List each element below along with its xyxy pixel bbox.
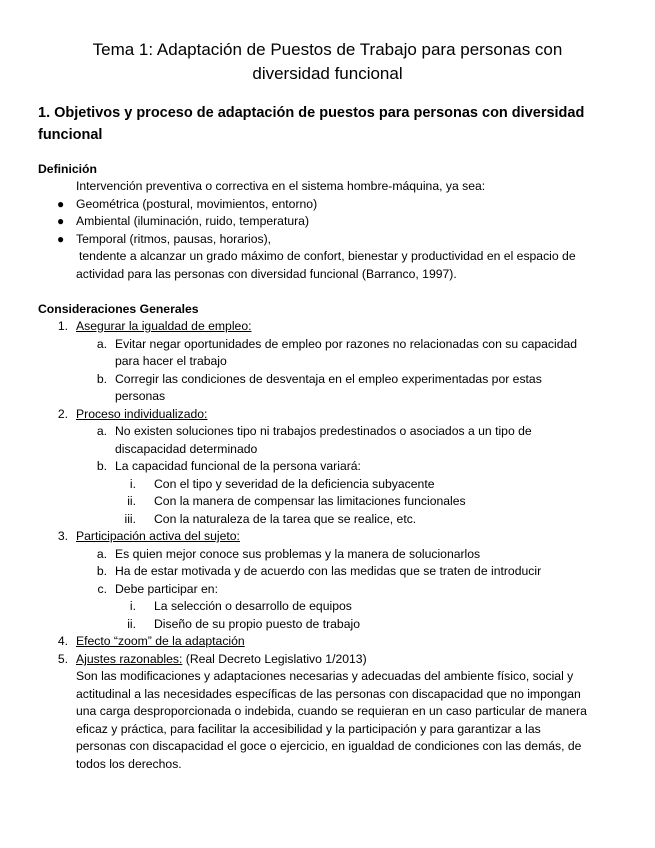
list-letter: a. [96,547,107,561]
item-2-b-ii: Con la manera de compensar las limitaciones funcionales [154,494,466,508]
bullet-dot-icon: ● [57,214,65,228]
definicion-intro: Intervención preventiva o correctiva en el sistema hombre-máquina, ya sea: [76,179,486,193]
item-2-b-line-1: La capacidad funcional de la persona variará: [115,459,361,473]
list-roman: ii. [127,617,136,631]
list-letter: b. [96,459,107,473]
section-heading-line-1: 1. Objetivos y proceso de adaptación de puestos para personas con diversidad [38,105,585,121]
list-letter: a. [96,337,107,351]
item-5-label-line [76,651,367,668]
item-5-paragraph-line-4: eficaz y práctica, para facilitar la accesibilidad y la participación y para garantizar a las [76,722,541,736]
item-5-label: Ajustes razonables: [76,652,183,666]
list-letter: b. [96,564,107,578]
list-number: 1. [57,319,68,333]
list-letter: c. [97,582,107,596]
definicion-continuation-1: tendente a alcanzar un grado máximo de confort, bienestar y productividad en el espacio de [79,249,576,263]
item-3-b-line-1: Ha de estar motivada y de acuerdo con las medidas que se traten de introducir [115,564,542,578]
item-3-a-line-1: Es quien mejor conoce sus problemas y la manera de solucionarlos [115,547,481,561]
item-5-paragraph-line-1: Son las modificaciones y adaptaciones necesarias y adecuadas del ambiente físico, social y [76,669,574,683]
list-number: 3. [57,529,68,543]
item-2-label: Proceso individualizado: [76,407,208,421]
section-heading [38,102,618,146]
item-1-b-line-1: Corregir las condiciones de desventaja en el empleo experimentadas por estas [115,372,542,386]
item-3-c-ii: Diseño de su propio puesto de trabajo [154,617,360,631]
title-line-1: Tema 1: Adaptación de Puestos de Trabajo para personas con [92,40,563,59]
title-line-2: diversidad funcional [252,64,403,83]
item-3-c-line-1: Debe participar en: [115,582,218,596]
item-1-label: Asegurar la igualdad de empleo: [76,319,252,333]
item-5-paragraph-line-6: todos los derechos. [76,757,182,771]
bullet-dot-icon: ● [57,232,65,246]
definicion-bullet-1: Geométrica (postural, movimientos, entorno) [76,197,318,211]
item-1-b-line-2: personas [115,389,166,403]
consideraciones-heading: Consideraciones Generales [38,302,199,316]
list-number: 4. [57,634,68,648]
item-5-label-suffix: (Real Decreto Legislativo 1/2013) [182,652,367,666]
item-3-label: Participación activa del sujeto: [76,529,240,543]
item-1-a-line-2: para hacer el trabajo [115,354,227,368]
definicion-bullet-3: Temporal (ritmos, pausas, horarios), [76,232,272,246]
list-number: 5. [57,652,68,666]
item-5-paragraph-line-5: personas con discapacidad el goce o ejercicio, en igualdad de condiciones con las demás, de [76,739,582,753]
list-roman: i. [129,477,136,491]
definicion-heading: Definición [38,162,97,176]
item-2-b-i: Con el tipo y severidad de la deficiencia subyacente [154,477,435,491]
bullet-dot-icon: ● [57,197,65,211]
item-2-a-line-1: No existen soluciones tipo ni trabajos predestinados o asociados a un tipo de [115,424,532,438]
list-letter: b. [96,372,107,386]
document-title [40,38,615,86]
list-letter: a. [96,424,107,438]
definicion-bullet-2: Ambiental (iluminación, ruido, temperatura) [76,214,310,228]
item-2-b-iii: Con la naturaleza de la tarea que se realice, etc. [154,512,417,526]
item-2-a-line-2: discapacidad determinado [115,442,258,456]
list-number: 2. [57,407,68,421]
item-3-c-i: La selección o desarrollo de equipos [154,599,352,613]
definicion-continuation-2: actividad para las personas con diversidad funcional (Barranco, 1997). [76,267,457,281]
item-5-paragraph-line-2: actitudinal a las necesidades específicas de las personas con discapacidad que no impongan [76,687,581,701]
section-heading-line-2: funcional [38,127,103,143]
item-1-a-line-1: Evitar negar oportunidades de empleo por razones no relacionadas con su capacidad [115,337,578,351]
list-roman: iii. [124,512,136,526]
item-4-label: Efecto “zoom” de la adaptación [76,634,245,648]
item-5-paragraph-line-3: una carga desproporcionada o indebida, cuando se requieran en un caso particular de manera [76,704,587,718]
list-roman: ii. [127,494,136,508]
list-roman: i. [129,599,136,613]
